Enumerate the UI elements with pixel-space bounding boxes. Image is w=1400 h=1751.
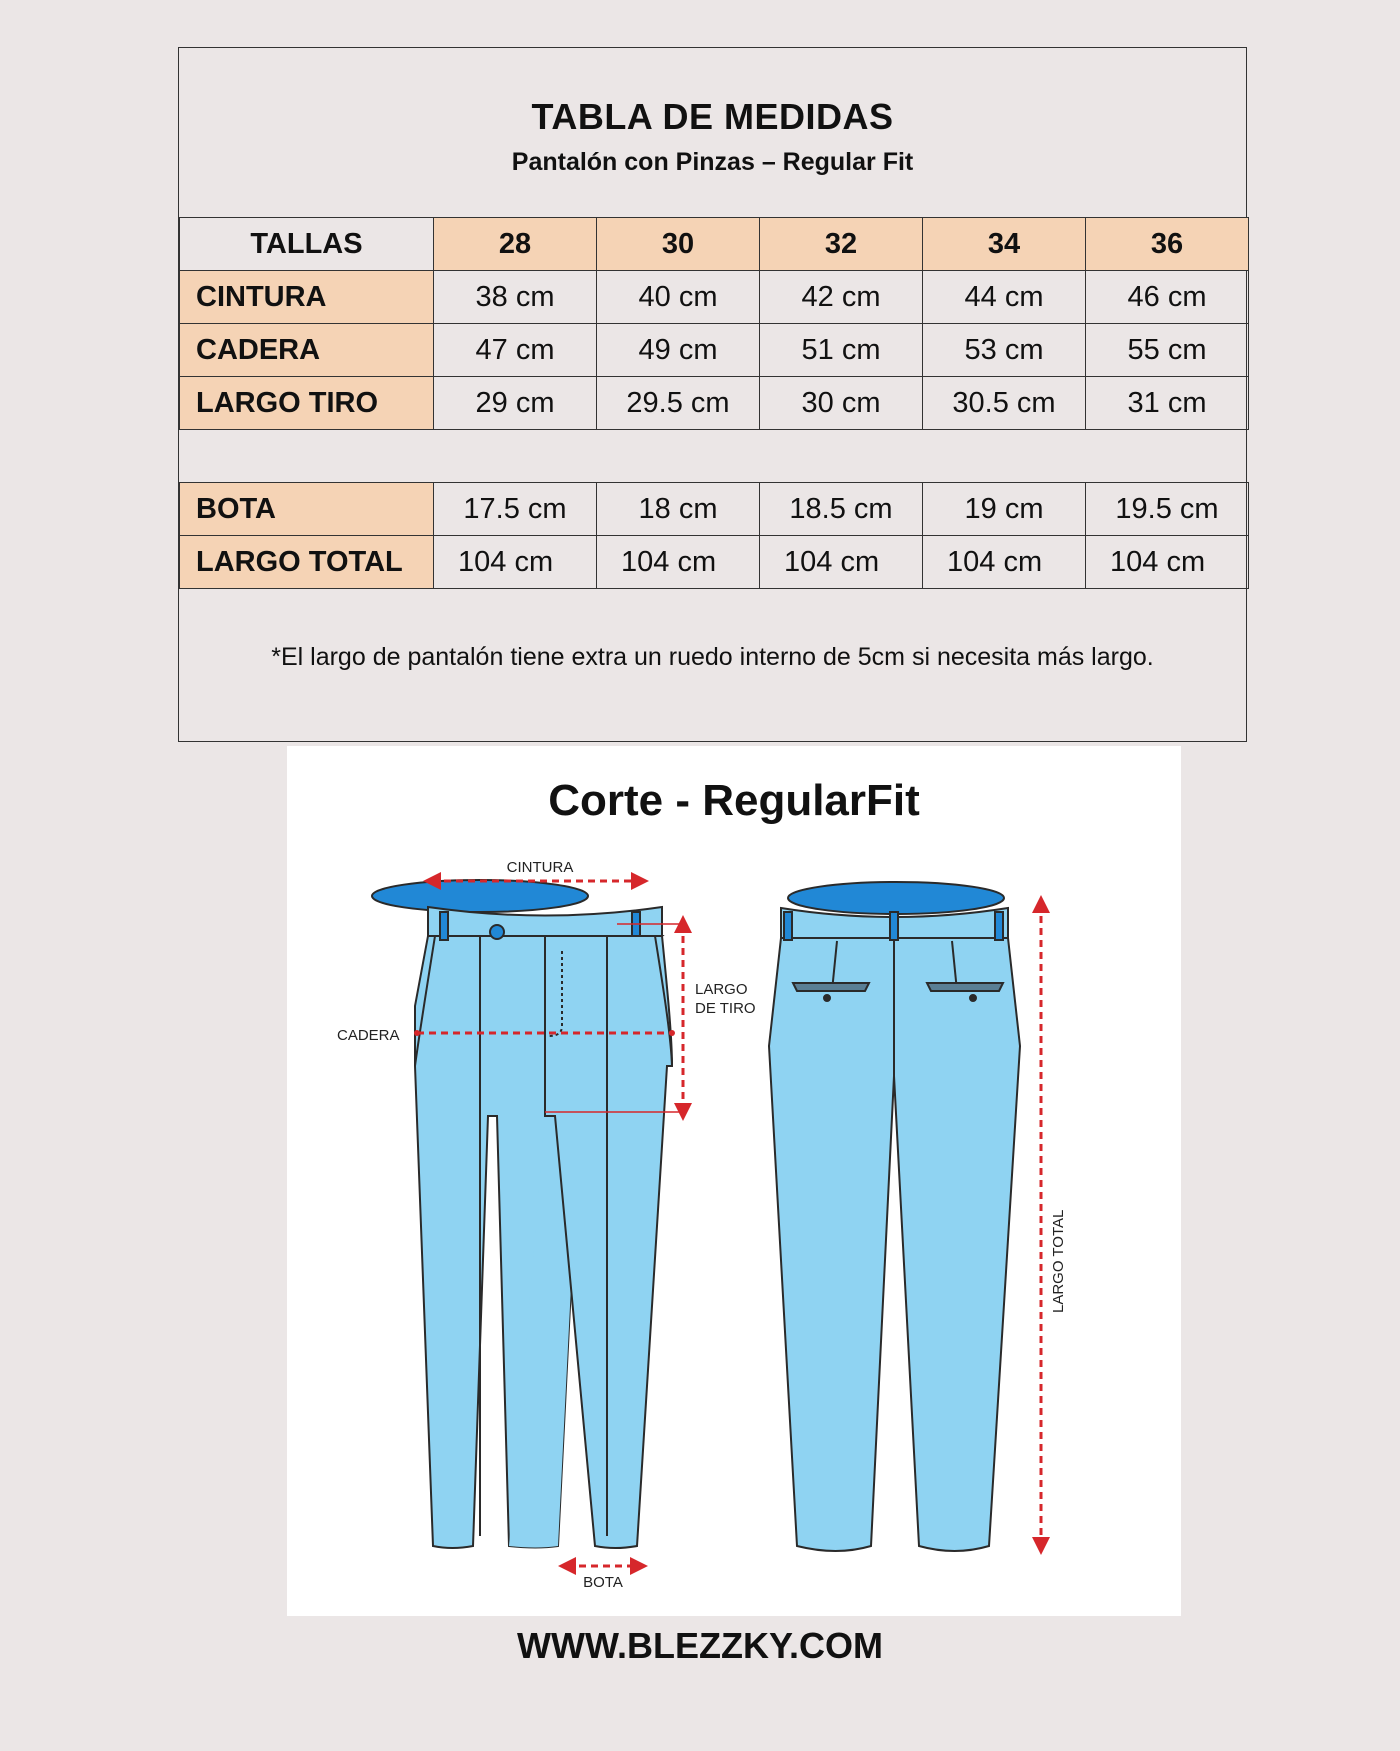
table-cell: 42 cm <box>760 271 923 324</box>
table-cell: 104 cm <box>597 536 760 589</box>
largo-tiro-label-line1: LARGO <box>695 981 748 998</box>
chart-title: TABLA DE MEDIDAS <box>531 96 894 137</box>
back-pants-drawing <box>769 882 1020 1551</box>
chart-subtitle: Pantalón con Pinzas – Regular Fit <box>511 148 914 176</box>
table-cell: 18.5 cm <box>760 483 923 536</box>
measurement-table <box>179 217 1249 589</box>
back-waist-opening <box>788 882 1004 914</box>
size-header: 32 <box>760 218 923 271</box>
size-chart <box>178 47 1247 742</box>
table-cell: 44 cm <box>923 271 1086 324</box>
row-label-cintura: CINTURA <box>180 271 434 324</box>
back-belt-loop <box>890 912 898 940</box>
table-header-row <box>180 218 1249 271</box>
pants-diagram <box>287 746 1181 1616</box>
row-label-largo-total: LARGO TOTAL <box>180 536 434 589</box>
table-row <box>180 324 1249 377</box>
back-pocket-button <box>970 995 976 1001</box>
front-button-icon <box>490 925 504 939</box>
tallas-header: TALLAS <box>180 218 434 271</box>
table-cell: 29 cm <box>434 377 597 430</box>
table-spacer-row <box>180 430 1249 483</box>
largo-total-label: LARGO TOTAL <box>1050 1209 1067 1313</box>
bota-label: BOTA <box>583 1574 623 1591</box>
table-row <box>180 483 1249 536</box>
table-cell: 30.5 cm <box>923 377 1086 430</box>
row-label-bota: BOTA <box>180 483 434 536</box>
table-cell: 46 cm <box>1086 271 1249 324</box>
row-label-largo-tiro: LARGO TIRO <box>180 377 434 430</box>
back-belt-loop <box>995 912 1003 940</box>
diagram-title: Corte - RegularFit <box>548 776 920 825</box>
table-cell: 104 cm <box>923 536 1086 589</box>
table-cell: 19.5 cm <box>1086 483 1249 536</box>
table-cell: 29.5 cm <box>597 377 760 430</box>
table-cell: 17.5 cm <box>434 483 597 536</box>
table-cell: 49 cm <box>597 324 760 377</box>
table-row <box>180 377 1249 430</box>
back-pocket-welt <box>793 983 869 991</box>
table-cell: 53 cm <box>923 324 1086 377</box>
front-belt-loop <box>440 912 448 940</box>
back-pocket-button <box>824 995 830 1001</box>
table-cell: 40 cm <box>597 271 760 324</box>
table-cell: 51 cm <box>760 324 923 377</box>
table-cell: 38 cm <box>434 271 597 324</box>
spacer-cell <box>180 430 1249 483</box>
front-waist-opening <box>372 880 588 912</box>
table-cell: 47 cm <box>434 324 597 377</box>
size-header: 36 <box>1086 218 1249 271</box>
largo-tiro-label-line2: DE TIRO <box>695 1000 756 1017</box>
table-row <box>180 271 1249 324</box>
fit-diagram-panel <box>287 746 1181 1616</box>
table-cell: 55 cm <box>1086 324 1249 377</box>
front-waistband <box>428 907 662 936</box>
table-cell: 30 cm <box>760 377 923 430</box>
table-cell: 18 cm <box>597 483 760 536</box>
back-pocket-welt <box>927 983 1003 991</box>
table-cell: 104 cm <box>760 536 923 589</box>
table-cell: 104 cm <box>434 536 597 589</box>
size-header: 30 <box>597 218 760 271</box>
table-row <box>180 536 1249 589</box>
cintura-label: CINTURA <box>506 859 574 876</box>
size-header: 28 <box>434 218 597 271</box>
footnote: *El largo de pantalón tiene extra un ruedo interno de 5cm si necesita más largo. <box>271 643 1154 671</box>
cadera-label: CADERA <box>337 1027 400 1044</box>
table-cell: 104 cm <box>1086 536 1249 589</box>
size-header: 34 <box>923 218 1086 271</box>
table-cell: 19 cm <box>923 483 1086 536</box>
table-cell: 31 cm <box>1086 377 1249 430</box>
row-label-cadera: CADERA <box>180 324 434 377</box>
back-belt-loop <box>784 912 792 940</box>
website-url: WWW.BLEZZKY.COM <box>517 1625 883 1666</box>
